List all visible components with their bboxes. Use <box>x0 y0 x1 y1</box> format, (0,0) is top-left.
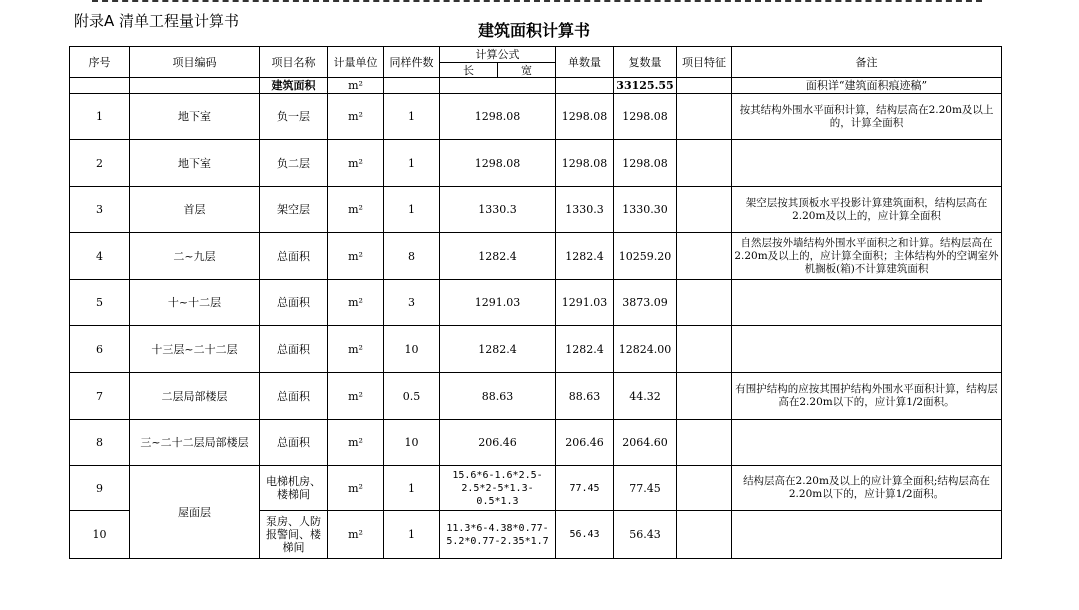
row-name: 总面积 <box>260 373 328 420</box>
header-row <box>70 47 1002 63</box>
row-feature <box>677 420 732 466</box>
row-single: 77.45 <box>556 466 614 511</box>
header-total: 复数量 <box>614 47 677 78</box>
summary-remark: 面积详“建筑面积痕迹稿” <box>732 78 1002 94</box>
row-total: 1330.30 <box>614 187 677 233</box>
row-name: 电梯机房、楼梯间 <box>260 466 328 511</box>
summary-unit: m² <box>328 78 384 94</box>
row-name: 泵房、人防报警间、楼梯间 <box>260 511 328 559</box>
row-unit: m² <box>328 466 384 511</box>
row-code: 二层局部楼层 <box>130 373 260 420</box>
header-name: 项目名称 <box>260 47 328 78</box>
table-row <box>70 187 1002 233</box>
row-unit: m² <box>328 187 384 233</box>
row-count: 10 <box>384 326 440 373</box>
row-feature <box>677 140 732 187</box>
row-formula: 1291.03 <box>440 280 556 326</box>
row-feature <box>677 233 732 280</box>
document-title: 建筑面积计算书 <box>478 21 591 40</box>
row-remark: 有围护结构的应按其围护结构外围水平面积计算，结构层高在2.20m以下的，应计算1/2面积。 <box>732 373 1002 420</box>
row-seq: 8 <box>70 420 130 466</box>
row-formula: 1298.08 <box>440 94 556 140</box>
row-unit: m² <box>328 233 384 280</box>
row-total: 77.45 <box>614 466 677 511</box>
row-code: 二~九层 <box>130 233 260 280</box>
row-code: 地下室 <box>130 94 260 140</box>
row-single: 1298.08 <box>556 140 614 187</box>
row-unit: m² <box>328 326 384 373</box>
row-formula: 88.63 <box>440 373 556 420</box>
row-unit: m² <box>328 420 384 466</box>
table-row <box>70 373 1002 420</box>
row-remark: 按其结构外围水平面积计算，结构层高在2.20m及以上的，计算全面积 <box>732 94 1002 140</box>
row-total: 2064.60 <box>614 420 677 466</box>
header-width: 宽 <box>498 63 556 78</box>
row-name: 架空层 <box>260 187 328 233</box>
row-unit: m² <box>328 280 384 326</box>
row-unit: m² <box>328 511 384 559</box>
row-feature <box>677 187 732 233</box>
row-count: 8 <box>384 233 440 280</box>
table-row <box>70 94 1002 140</box>
row-single: 88.63 <box>556 373 614 420</box>
row-formula: 1330.3 <box>440 187 556 233</box>
row-seq: 5 <box>70 280 130 326</box>
row-total: 44.32 <box>614 373 677 420</box>
table-row <box>70 326 1002 373</box>
table-row <box>70 420 1002 466</box>
row-remark: 结构层高在2.20m及以上的应计算全面积;结构层高在2.20m以下的，应计算1/2面积。 <box>732 466 1002 511</box>
row-seq: 9 <box>70 466 130 511</box>
header-feature: 项目特征 <box>677 47 732 78</box>
summary-name: 建筑面积 <box>260 78 328 94</box>
table-row <box>70 233 1002 280</box>
row-feature <box>677 373 732 420</box>
appendix-title: 附录A 清单工程量计算书 <box>74 12 240 30</box>
row-name: 总面积 <box>260 233 328 280</box>
row-count: 0.5 <box>384 373 440 420</box>
row-total: 56.43 <box>614 511 677 559</box>
row-single: 206.46 <box>556 420 614 466</box>
row-code: 首层 <box>130 187 260 233</box>
header-formula: 计算公式 <box>440 47 556 63</box>
row-seq: 10 <box>70 511 130 559</box>
header-length: 长 <box>440 63 498 78</box>
row-feature <box>677 280 732 326</box>
row-remark <box>732 420 1002 466</box>
row-count: 1 <box>384 511 440 559</box>
table-row <box>70 140 1002 187</box>
row-remark <box>732 326 1002 373</box>
row-seq: 1 <box>70 94 130 140</box>
row-remark: 架空层按其顶板水平投影计算建筑面积，结构层高在2.20m及以上的，应计算全面积 <box>732 187 1002 233</box>
row-formula: 11.3*6-4.38*0.77-5.2*0.77-2.35*1.7 <box>440 511 556 559</box>
row-total: 10259.20 <box>614 233 677 280</box>
row-code: 十三层~二十二层 <box>130 326 260 373</box>
row-code: 十~十二层 <box>130 280 260 326</box>
row-remark: 自然层按外墙结构外围水平面积之和计算。结构层高在2.20m及以上的，应计算全面积；主体结构外的空调室外机搁板(箱)不计算建筑面积 <box>732 233 1002 280</box>
row-seq: 3 <box>70 187 130 233</box>
row-formula: 206.46 <box>440 420 556 466</box>
row-name: 负一层 <box>260 94 328 140</box>
row-remark <box>732 140 1002 187</box>
row-feature <box>677 511 732 559</box>
row-unit: m² <box>328 140 384 187</box>
row-remark <box>732 280 1002 326</box>
header-unit: 计量单位 <box>328 47 384 78</box>
area-calculation-table <box>69 46 1002 559</box>
row-seq: 4 <box>70 233 130 280</box>
header-remark: 备注 <box>732 47 1002 78</box>
row-feature <box>677 94 732 140</box>
row-unit: m² <box>328 94 384 140</box>
header-seq: 序号 <box>70 47 130 78</box>
summary-row <box>70 78 1002 94</box>
header-code: 项目编码 <box>130 47 260 78</box>
row-seq: 6 <box>70 326 130 373</box>
row-single: 1282.4 <box>556 233 614 280</box>
row-name: 总面积 <box>260 280 328 326</box>
row-formula: 1298.08 <box>440 140 556 187</box>
row-count: 1 <box>384 94 440 140</box>
row-formula: 1282.4 <box>440 233 556 280</box>
row-total: 3873.09 <box>614 280 677 326</box>
row-seq: 7 <box>70 373 130 420</box>
row-name: 负二层 <box>260 140 328 187</box>
row-formula: 1282.4 <box>440 326 556 373</box>
row-count: 3 <box>384 280 440 326</box>
row-formula: 15.6*6-1.6*2.5-2.5*2-5*1.3-0.5*1.3 <box>440 466 556 511</box>
header-single: 单数量 <box>556 47 614 78</box>
table-row <box>70 280 1002 326</box>
row-code: 屋面层 <box>130 466 260 559</box>
row-count: 1 <box>384 187 440 233</box>
row-count: 1 <box>384 140 440 187</box>
row-total: 1298.08 <box>614 140 677 187</box>
row-single: 1330.3 <box>556 187 614 233</box>
row-single: 1282.4 <box>556 326 614 373</box>
top-dashed-rule <box>92 0 982 10</box>
header-count: 同样件数 <box>384 47 440 78</box>
row-remark <box>732 511 1002 559</box>
row-total: 1298.08 <box>614 94 677 140</box>
row-unit: m² <box>328 373 384 420</box>
row-seq: 2 <box>70 140 130 187</box>
row-count: 10 <box>384 420 440 466</box>
row-single: 1291.03 <box>556 280 614 326</box>
row-total: 12824.00 <box>614 326 677 373</box>
summary-total: 33125.55 <box>614 78 677 94</box>
row-single: 1298.08 <box>556 94 614 140</box>
row-code: 地下室 <box>130 140 260 187</box>
row-feature <box>677 326 732 373</box>
row-count: 1 <box>384 466 440 511</box>
row-name: 总面积 <box>260 326 328 373</box>
row-feature <box>677 466 732 511</box>
row-code: 三~二十二层局部楼层 <box>130 420 260 466</box>
row-single: 56.43 <box>556 511 614 559</box>
table-row <box>70 466 1002 511</box>
row-name: 总面积 <box>260 420 328 466</box>
